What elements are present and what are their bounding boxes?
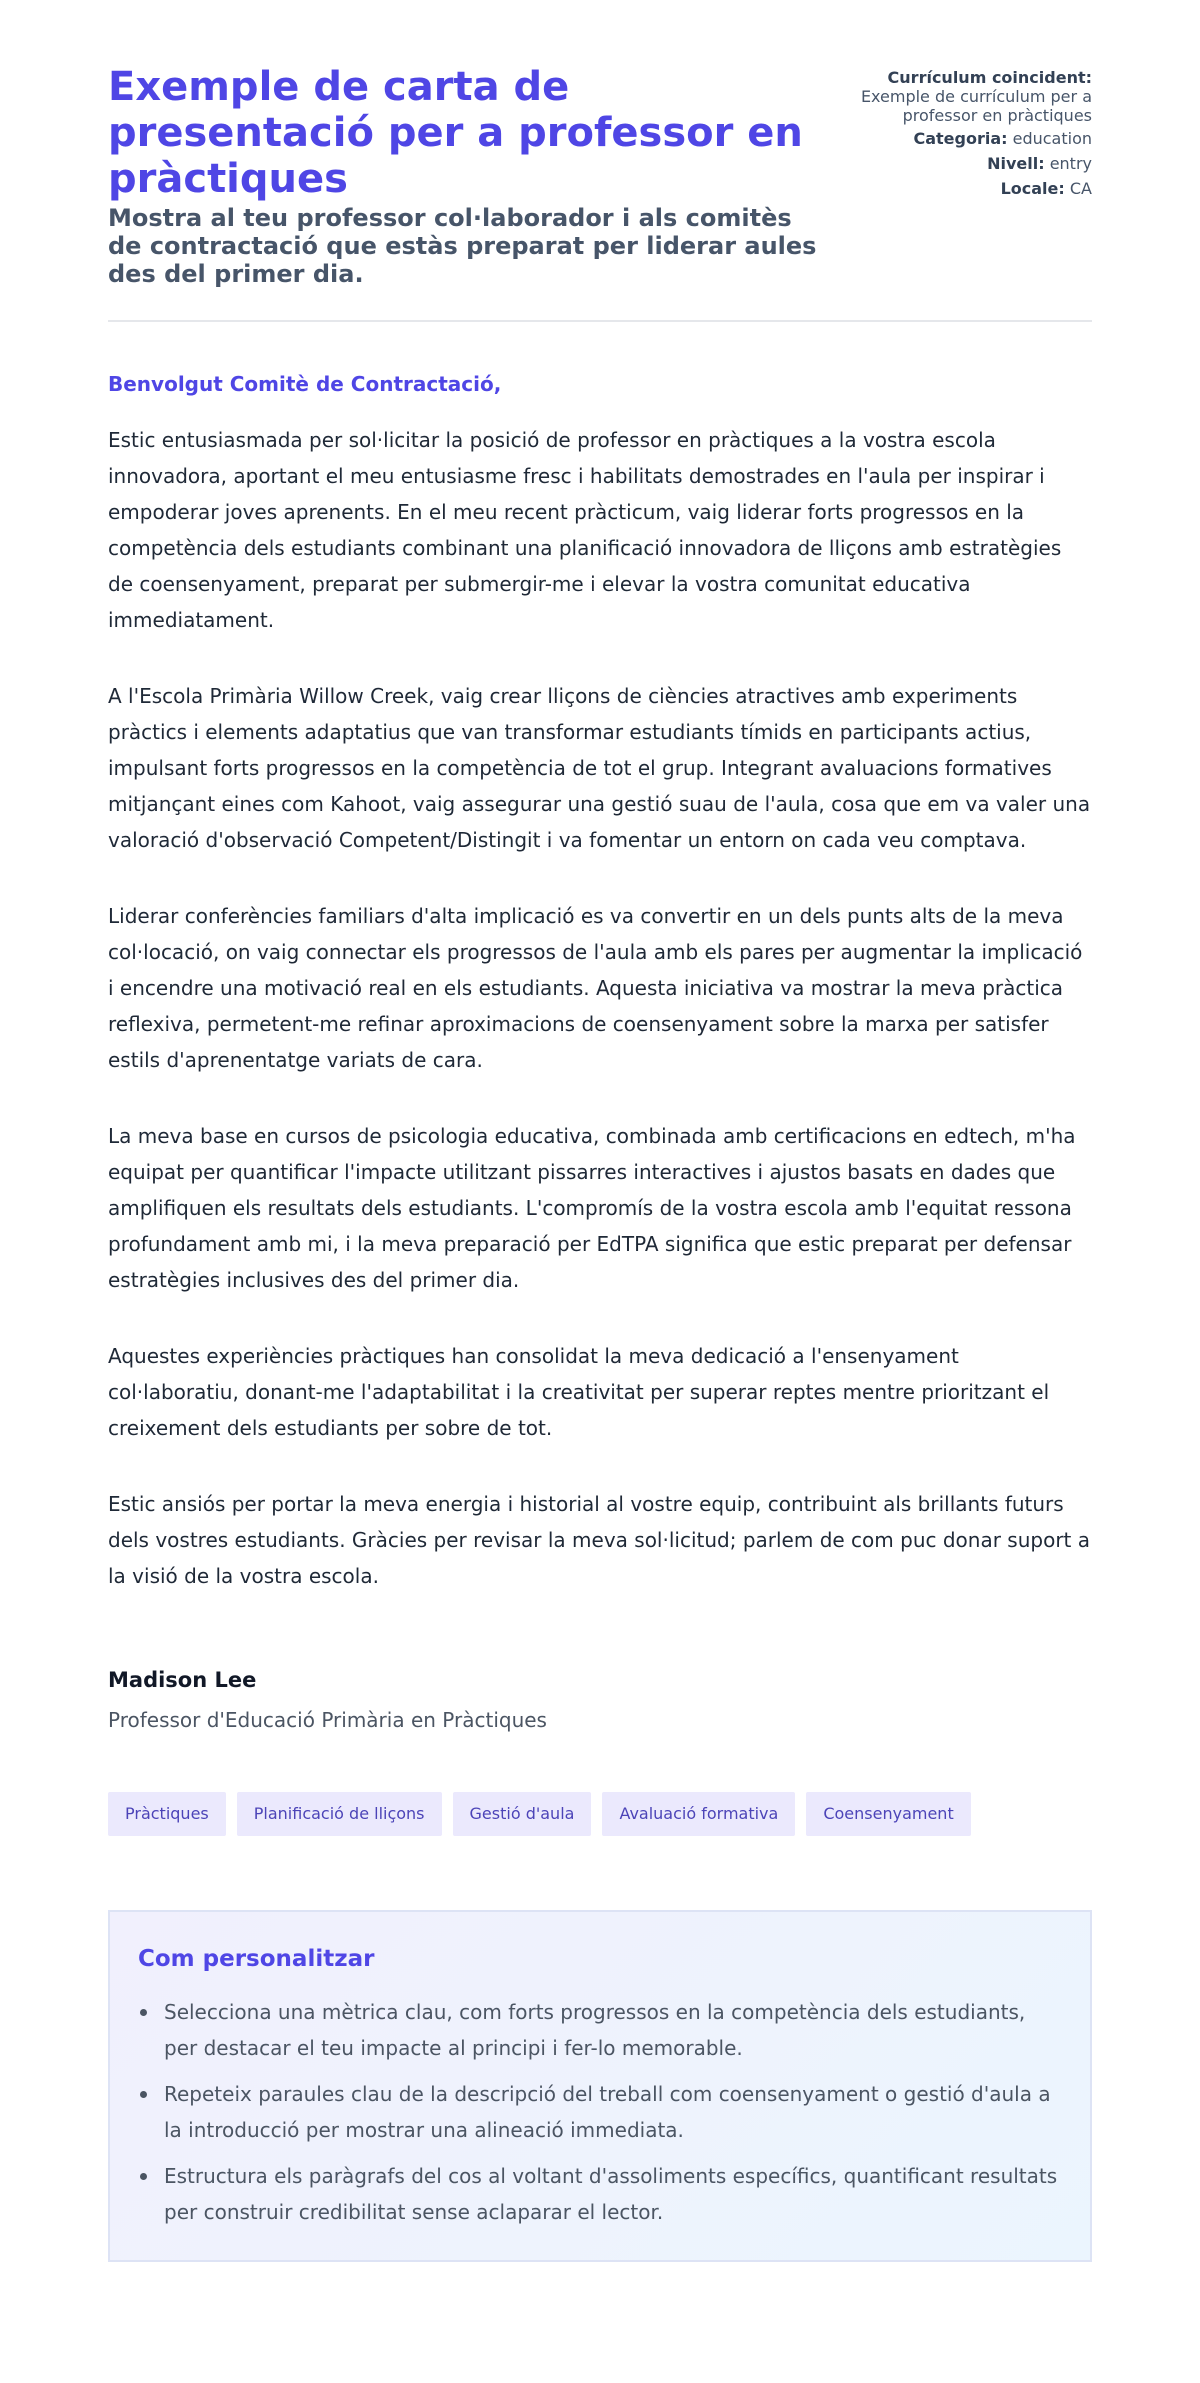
page-title: Exemple de carta de presentació per a professor en pràctiques [108,64,803,202]
keyword-tags [108,1792,1092,1836]
letter-paragraph: La meva base en cursos de psicologia educativa, combinada amb certificacions en edtech, m'ha equipat per quantificar l'impacte utilitzant pissarres interactives i ajustos basats en dades que amplifiquen els resultats dels estudiants. L'compromís de la vostra escola amb l'equitat ressona profundament amb mi, i la meva preparació per EdTPA significa que estic preparat per defensar estratègies inclusives des del primer dia. [108,1124,1076,1292]
tag-chip: Avaluació formativa [602,1792,795,1836]
letter-paragraph: Liderar conferències familiars d'alta implicació es va convertir en un dels punts alts de la meva col·locació, on vaig connectar els progressos de l'aula amb els pares per augmentar la implicació i encendre una motivació real en els estudiants. Aquesta iniciativa va mostrar la meva pràctica reflexiva, permetent-me refinar aproximacions de coensenyament sobre la marxa per satisfer estils d'aprenentatge variats de cara. [108,904,1083,1072]
tips-list [138,1994,1062,2230]
meta-matching-resume-value: Exemple de currículum per a professor en pràctiques [860,87,1092,125]
document-meta [832,64,1092,204]
signature-block [108,1666,1092,1734]
letter-paragraph: Estic entusiasmada per sol·licitar la posició de professor en pràctiques a la vostra escola innovadora, aportant el meu entusiasme fresc i habilitats demostrades en l'aula per inspirar i empoderar joves aprenents. En el meu recent pràcticum, vaig liderar forts progressos en la competència dels estudiants combinant una planificació innovadora de lliçons amb estratègies de coensenyament, preparat per submergir-me i elevar la vostra comunitat educativa immediatament. [108,428,1062,632]
bullet-icon [140,2009,147,2016]
meta-locale-value: CA [1069,179,1092,198]
tip-item [138,2158,1062,2230]
tag-chip: Planificació de lliçons [237,1792,442,1836]
letter-paragraph: Aquestes experiències pràctiques han consolidat la meva dedicació a l'ensenyament col·laboratiu, donant-me l'adaptabilitat i la creativitat per superar reptes mentre prioritzant el creixement dels estudiants per sobre de tot. [108,1344,1050,1440]
customization-tips [108,1910,1092,2262]
header-titles [108,64,828,288]
page-header [108,64,1092,322]
tip-text: Selecciona una mètrica clau, com forts progressos en la competència dels estudiants, per destacar el teu impacte al principi i fer-lo memorable. [164,2000,1026,2060]
meta-level-value: entry [1049,154,1092,173]
signature-title: Professor d'Educació Primària en Pràctiques [108,1708,547,1732]
meta-category-value: education [1012,129,1092,148]
meta-category [832,129,1092,148]
tip-text: Repeteix paraules clau de la descripció del treball com coensenyament o gestió d'aula a la introducció per mostrar una alineació immediata. [164,2082,1051,2142]
bullet-icon [140,2173,147,2180]
meta-matching-resume [832,68,1092,125]
letter-body [108,372,1092,1734]
meta-locale [832,179,1092,198]
tip-text: Estructura els paràgrafs del cos al voltant d'assoliments específics, quantificant resultats per construir credibilitat sense aclaparar el lector. [164,2164,1058,2224]
meta-level-label: Nivell: [987,154,1045,173]
tips-title: Com personalitzar [138,1946,375,1972]
bullet-icon [140,2091,147,2098]
tip-item [138,1994,1062,2066]
page-subtitle: Mostra al teu professor col·laborador i als comitès de contractació que estàs preparat per liderar aules des del primer dia. [108,204,817,288]
letter-paragraph: A l'Escola Primària Willow Creek, vaig crear lliçons de ciències atractives amb experiments pràctics i elements adaptatius que van transformar estudiants tímids en participants actius, impulsant forts progressos en la competència de tot el grup. Integrant avaluacions formatives mitjançant eines com Kahoot, vaig assegurar una gestió suau de l'aula, cosa que em va valer una valoració d'observació Competent/Distingit i va fomentar un entorn on cada veu comptava. [108,684,1091,852]
meta-matching-resume-label: Currículum coincident: [887,68,1092,87]
tag-chip: Gestió d'aula [453,1792,592,1836]
meta-locale-label: Locale: [1000,179,1065,198]
tip-item [138,2076,1062,2148]
meta-level [832,154,1092,173]
meta-category-label: Categoria: [913,129,1008,148]
tag-chip: Pràctiques [108,1792,226,1836]
letter-paragraph: Estic ansiós per portar la meva energia i historial al vostre equip, contribuint als brillants futurs dels vostres estudiants. Gràcies per revisar la meva sol·licitud; parlem de com puc donar suport a la visió de la vostra escola. [108,1492,1090,1588]
letter-salutation: Benvolgut Comitè de Contractació, [108,372,502,396]
signature-name: Madison Lee [108,1668,257,1692]
tag-chip: Coensenyament [806,1792,970,1836]
